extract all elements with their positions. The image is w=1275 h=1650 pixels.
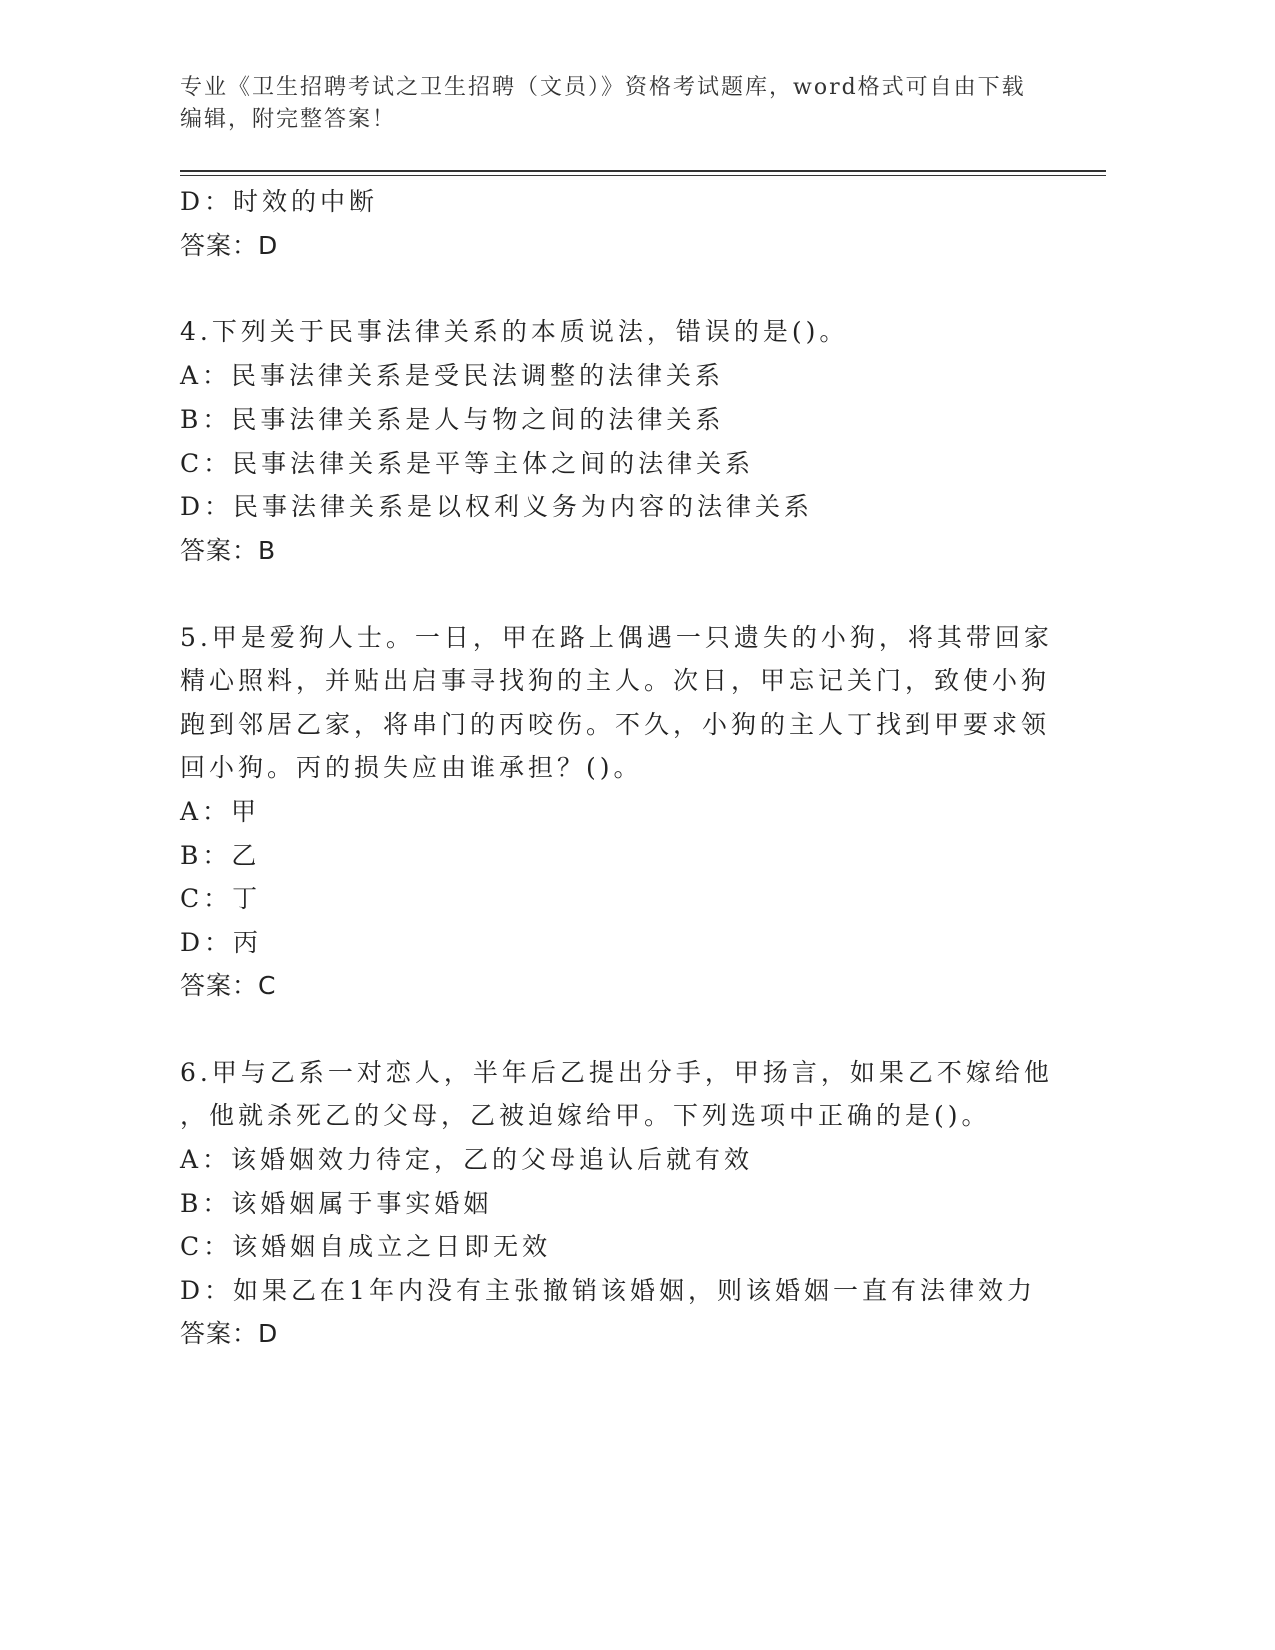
question-5-option-b: B：乙 xyxy=(180,841,261,870)
question-6-option-d: D：如果乙在1年内没有主张撤销该婚姻，则该婚姻一直有法律效力 xyxy=(180,1276,1036,1305)
prev-question-answer: 答案：D xyxy=(180,231,279,260)
header-divider-thin xyxy=(180,175,1106,176)
header-line-1: 专业《卫生招聘考试之卫生招聘（文员）》资格考试题库，word格式可自由下载 xyxy=(180,75,1026,100)
question-5-answer: 答案：C xyxy=(180,971,277,1000)
question-5-option-c: C：丁 xyxy=(180,884,262,913)
question-4-answer: 答案：B xyxy=(180,536,277,565)
question-4-option-a: A：民事法律关系是受民法调整的法律关系 xyxy=(180,361,725,390)
question-6-option-c: C：该婚姻自成立之日即无效 xyxy=(180,1232,552,1261)
question-5-stem-line-1: 5.甲是爱狗人士。一日，甲在路上偶遇一只遗失的小狗，将其带回家 xyxy=(180,623,1053,652)
question-4-option-c: C：民事法律关系是平等主体之间的法律关系 xyxy=(180,449,755,478)
question-5-option-d: D：丙 xyxy=(180,928,263,957)
question-5-stem-line-3: 跑到邻居乙家，将串门的丙咬伤。不久，小狗的主人丁找到甲要求领 xyxy=(180,710,1051,739)
question-5-stem-line-2: 精心照料，并贴出启事寻找狗的主人。次日，甲忘记关门，致使小狗 xyxy=(180,666,1051,695)
question-5-stem-line-4: 回小狗。丙的损失应由谁承担？()。 xyxy=(180,753,643,782)
question-6-option-b: B：该婚姻属于事实婚姻 xyxy=(180,1189,493,1218)
question-4-option-d: D：民事法律关系是以权利义务为内容的法律关系 xyxy=(180,492,814,521)
question-4-option-b: B：民事法律关系是人与物之间的法律关系 xyxy=(180,405,725,434)
question-5-option-a: A：甲 xyxy=(180,797,261,826)
question-6-stem-line-1: 6.甲与乙系一对恋人，半年后乙提出分手，甲扬言，如果乙不嫁给他 xyxy=(180,1058,1053,1087)
question-6-answer: 答案：D xyxy=(180,1319,279,1348)
document-header xyxy=(180,72,1060,136)
question-6-option-a: A：该婚姻效力待定，乙的父母追认后就有效 xyxy=(180,1145,754,1174)
question-6-stem-line-2: ，他就杀死乙的父母，乙被迫嫁给甲。下列选项中正确的是()。 xyxy=(180,1101,991,1130)
prev-question-option-d: D：时效的中断 xyxy=(180,187,379,216)
header-divider-thick xyxy=(180,170,1106,172)
question-4-stem: 4.下列关于民事法律关系的本质说法，错误的是()。 xyxy=(180,317,849,346)
header-line-2: 编辑，附完整答案！ xyxy=(180,107,397,132)
